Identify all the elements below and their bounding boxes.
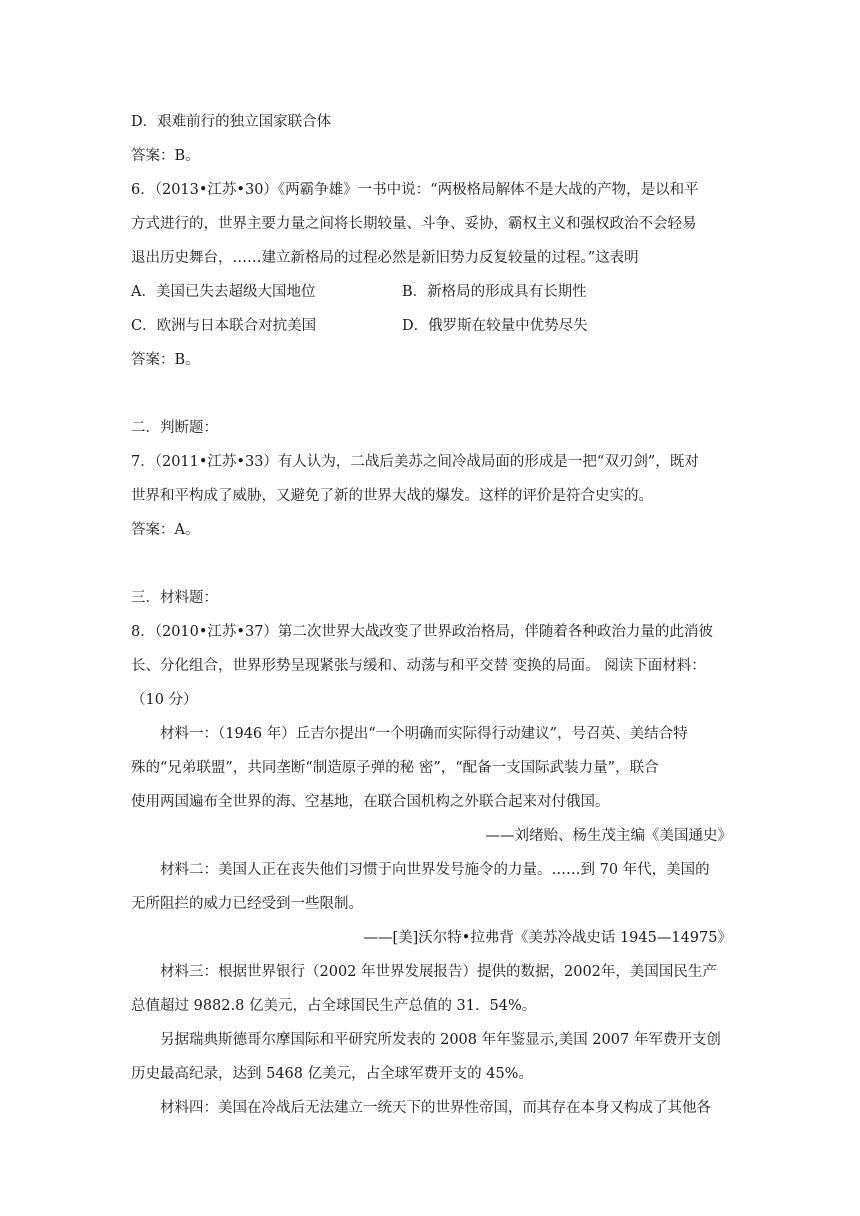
section-3-heading: 三．材料题： [131, 590, 218, 606]
material-2-source: ——[美]沃尔特•拉弗背《美苏冷战史话 1945—14975》 [363, 930, 732, 946]
q8-stem-line-3: （10 分） [131, 692, 198, 708]
q6-options-row-2 [131, 316, 732, 336]
section-gap [131, 554, 732, 588]
q6-stem-line-2: 方式进行的，世界主要力量之间将长期较量、斗争、妥协，霸权主义和强权政治不会轻易 [131, 216, 697, 232]
section-gap [131, 384, 732, 418]
q8-stem-line-2: 长、分化组合，世界形势呈现紧张与缓和、动荡与和平交替 变换的局面。 阅读下面材料： [131, 658, 706, 674]
material-1-line-3: 使用两国遍布全世界的海、空基地，在联合国机构之外联合起来对付俄国。 [131, 794, 610, 810]
q6-options-row-1 [131, 282, 732, 302]
material-1-line-2: 殊的“兄弟联盟”，共同垄断“制造原子弹的秘 密”，“配备一支国际武装力量”，联合 [131, 760, 659, 776]
material-1-line-1: 材料一：（1946 年）丘吉尔提出“一个明确而实际得行动建议”，号召英、美结合特 [160, 726, 688, 742]
material-3-line-4: 历史最高纪录，达到 5468 亿美元，占全球军费开支的 45%。 [131, 1066, 533, 1082]
q6-option-d: D．俄罗斯在较量中优势尽失 [402, 318, 588, 334]
q7-answer: 答案：A。 [131, 522, 200, 538]
q7-stem-line-1: 7．（2011•江苏•33）有人认为，二战后美苏之间冷战局面的形成是一把“双刃剑”，既对 [131, 454, 699, 470]
material-3-line-3: 另据瑞典斯德哥尔摩国际和平研究所发表的 2008 年年鉴显示,美国 2007 年军费开支创 [160, 1032, 721, 1048]
material-3-line-1: 材料三：根据世界银行（2002 年世界发展报告）提供的数据，2002年，美国国民生产 [160, 964, 717, 980]
q6-answer: 答案：B。 [131, 352, 200, 368]
material-1-source: ——刘绪贻、杨生茂主编《美国通史》 [485, 828, 732, 844]
q6-stem-line-3: 退出历史舞台，……建立新格局的过程必然是新旧势力反复较量的过程。”这表明 [131, 250, 639, 266]
material-3-line-2: 总值超过 9882.8 亿美元，占全球国民生产总值的 31．54%。 [131, 998, 537, 1014]
q8-stem-line-1: 8．（2010•江苏•37）第二次世界大战改变了世界政治格局，伴随着各种政治力量的此消彼 [131, 624, 713, 640]
q6-stem-line-1: 6．（2013•江苏•30）《两霸争雄》一书中说：“两极格局解体不是大战的产物，是以和平 [131, 182, 699, 198]
q5-answer: 答案：B。 [131, 148, 200, 164]
material-2-line-2: 无所阻拦的威力已经受到一些限制。 [131, 896, 363, 912]
material-2-line-1: 材料二：美国人正在丧失他们习惯于向世界发号施令的力量。……到 70 年代，美国的 [160, 862, 710, 878]
material-4-line-1: 材料四：美国在冷战后无法建立一统天下的世界性帝国，而其存在本身又构成了其他各 [160, 1100, 711, 1116]
q6-option-b: B．新格局的形成具有长期性 [402, 284, 587, 300]
q7-stem-line-2: 世界和平构成了威胁，又避免了新的世界大战的爆发。这样的评价是符合史实的。 [131, 488, 653, 504]
q6-option-a: A．美国已失去超级大国地位 [131, 284, 316, 300]
q6-option-c: C．欧洲与日本联合对抗美国 [131, 318, 317, 334]
section-2-heading: 二．判断题： [131, 420, 218, 436]
q5-option-d: D．艰难前行的独立国家联合体 [131, 114, 332, 130]
